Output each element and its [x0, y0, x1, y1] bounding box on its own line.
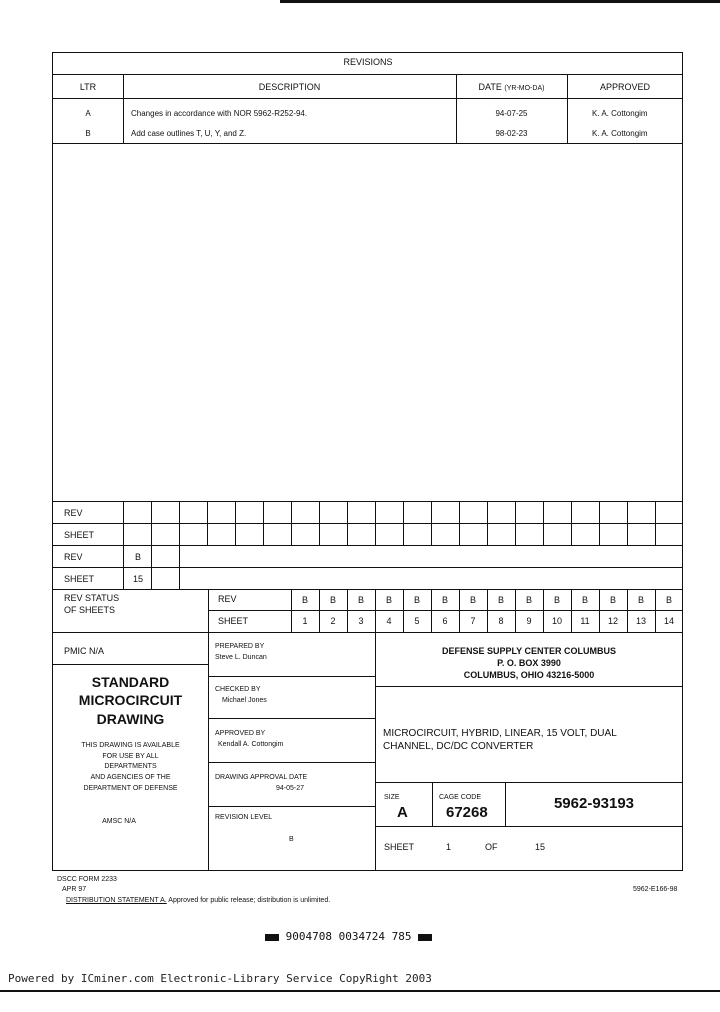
distribution-statement: DISTRIBUTION STATEMENT A. Approved for public release; distribution is unlimited. [66, 897, 331, 904]
form-date: APR 97 [62, 886, 87, 893]
sheet-number: 1 [446, 842, 452, 852]
sheet-label: SHEET [384, 842, 415, 852]
availability-5: DEPARTMENT OF DEFENSE [83, 785, 178, 792]
top-scan-edge [280, 0, 720, 3]
header-date: DATE (YR-MO-DA) [478, 82, 545, 92]
size-value: A [397, 804, 408, 821]
status-sheet-cell: 4 [386, 616, 392, 626]
availability-4: AND AGENCIES OF THE [90, 774, 171, 781]
rev-row-date: 94-07-25 [495, 109, 528, 118]
status-rev-cell: B [301, 595, 308, 605]
status-sheet-cell: 6 [442, 616, 448, 626]
status-sheet-cell: 9 [526, 616, 532, 626]
status-sheet-cell: 11 [580, 616, 590, 626]
header-description: DESCRIPTION [258, 82, 321, 92]
approved-by: Kendall A. Cottongim [218, 741, 284, 748]
rev-row-approved: K. A. Cottongim [592, 129, 648, 138]
checked-label: CHECKED BY [215, 686, 261, 693]
rev-row-ltr: A [85, 109, 91, 118]
revisions-title: REVISIONS [343, 57, 393, 67]
status-rev-cell: B [553, 595, 560, 605]
checked-by: Michael Jones [222, 697, 267, 704]
rev-row-date: 98-02-23 [495, 129, 528, 138]
cage-label: CAGE CODE [439, 794, 482, 801]
bottom-scan-edge [0, 990, 720, 992]
status-rev-cell: B [385, 595, 392, 605]
drawing-title-1: MICROCIRCUIT, HYBRID, LINEAR, 15 VOLT, DUAL [383, 728, 617, 739]
approved-label: APPROVED BY [215, 730, 266, 737]
std-title-2: MICROCIRCUIT [78, 692, 183, 708]
rev-row-description: Changes in accordance with NOR 5962-R252-94. [131, 109, 308, 118]
size-label: SIZE [384, 794, 400, 801]
status-rev-cell: B [497, 595, 504, 605]
form-reference: 5962-E166-98 [633, 886, 678, 893]
revision-level-label: REVISION LEVEL [215, 814, 273, 821]
status-rev-cell: B [665, 595, 672, 605]
status-sheet-cell: 7 [470, 616, 476, 626]
cage-code: 67268 [446, 804, 488, 821]
std-title-3: DRAWING [96, 711, 165, 727]
rev-row-description: Add case outlines T, U, Y, and Z. [131, 129, 247, 138]
status-rev-cell: B [609, 595, 616, 605]
status-rev-cell: B [357, 595, 364, 605]
grid-rev-label: REV [64, 552, 83, 562]
header-approved: APPROVED [599, 82, 650, 92]
agency-box: P. O. BOX 3990 [497, 658, 561, 668]
status-sheet-cell: 12 [607, 616, 618, 626]
status-rev-cell: B [441, 595, 448, 605]
grid-sheet-label: SHEET [64, 574, 95, 584]
status-rev-cell: B [413, 595, 420, 605]
grid-sheet-label: SHEET [64, 530, 95, 540]
status-sheet-cell: 10 [551, 616, 562, 626]
status-sheet-cell: 13 [635, 616, 646, 626]
status-rev-cell: B [581, 595, 588, 605]
form-number: DSCC FORM 2233 [57, 876, 117, 883]
grid-rev-label: REV [64, 508, 83, 518]
status-sheet-cell: 1 [302, 616, 308, 626]
drawing-title-2: CHANNEL, DC/DC CONVERTER [383, 741, 534, 752]
sheet-total: 15 [535, 842, 546, 852]
footer-copyright: Powered by ICminer.com Electronic-Library Service CopyRight 2003 [8, 972, 432, 985]
status-rev-label: REV [218, 594, 237, 604]
prepared-label: PREPARED BY [215, 643, 265, 650]
status-sheet-cell: 3 [358, 616, 364, 626]
availability-1: THIS DRAWING IS AVAILABLE [81, 742, 180, 749]
of-label: OF [485, 842, 498, 852]
std-title-1: STANDARD [91, 674, 170, 690]
prepared-by: Steve L. Duncan [215, 654, 267, 661]
status-sheet-cell: 14 [663, 616, 674, 626]
status-sheet-cell: 8 [498, 616, 504, 626]
status-sheet-cell: 5 [414, 616, 420, 626]
approval-date: 94-05-27 [276, 785, 305, 792]
drawing-number: 5962-93193 [553, 795, 635, 812]
agency-city: COLUMBUS, OHIO 43216-5000 [463, 670, 595, 680]
status-rev-cell: B [525, 595, 532, 605]
grid-rev-value: B [134, 552, 141, 562]
pmic: PMIC N/A [64, 646, 105, 656]
revision-level: B [289, 836, 294, 843]
status-rev-cell: B [469, 595, 476, 605]
status-rev-cell: B [329, 595, 336, 605]
header-ltr: LTR [79, 82, 97, 92]
availability-3: DEPARTMENTS [104, 763, 157, 770]
status-rev-cell: B [637, 595, 644, 605]
status-sheet-cell: 2 [330, 616, 336, 626]
approval-date-label: DRAWING APPROVAL DATE [215, 774, 308, 781]
grid-sheet-value: 15 [132, 574, 143, 584]
amsc: AMSC N/A [102, 818, 136, 825]
rev-status-label-2: OF SHEETS [64, 605, 116, 615]
availability-2: FOR USE BY ALL [102, 753, 159, 760]
status-sheet-label: SHEET [218, 616, 249, 626]
scan-barcode: 9004708 0034724 785 [265, 930, 432, 943]
rev-row-ltr: B [85, 129, 91, 138]
rev-row-approved: K. A. Cottongim [592, 109, 648, 118]
rev-status-label: REV STATUS [64, 593, 120, 603]
agency-name: DEFENSE SUPPLY CENTER COLUMBUS [441, 646, 617, 656]
